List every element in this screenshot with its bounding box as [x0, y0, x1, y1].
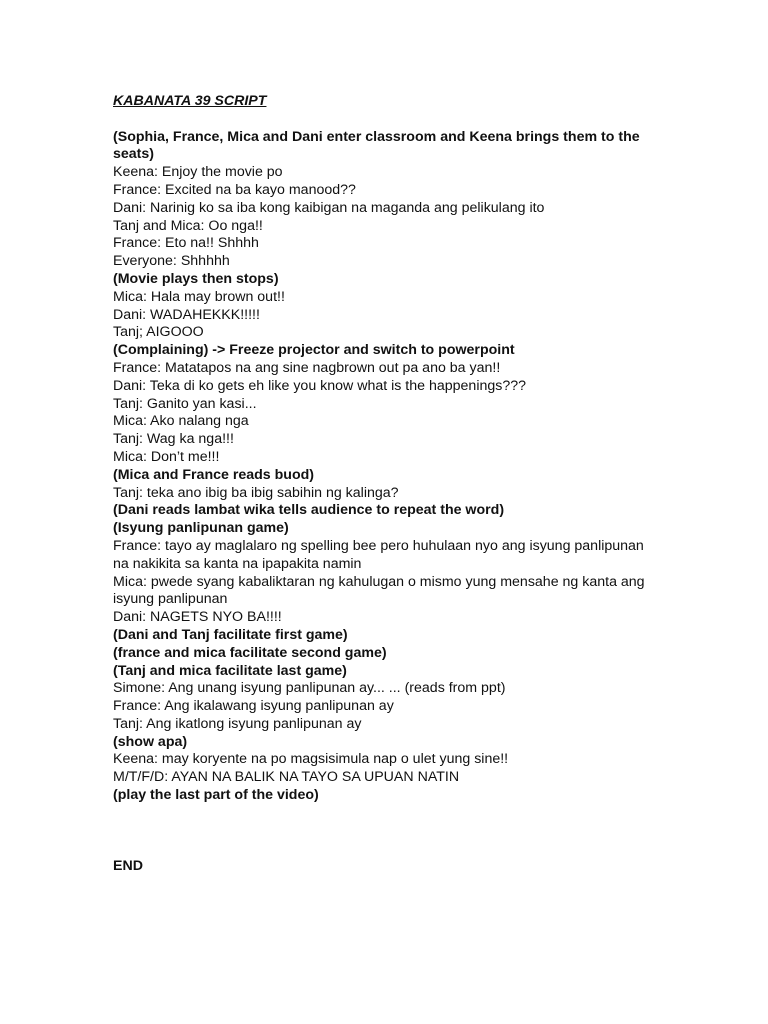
stage-direction: (Movie plays then stops) [113, 270, 279, 287]
script-title: KABANATA 39 SCRIPT [113, 93, 267, 109]
dialogue-line: France: Excited na ba kayo manood?? [113, 181, 356, 198]
stage-direction: (show apa) [113, 733, 188, 750]
dialogue-line: Everyone: Shhhhh [113, 253, 230, 270]
dialogue-line: Dani: NAGETS NYO BA!!!! [113, 609, 282, 626]
stage-direction: (Dani and Tanj facilitate first game) [113, 626, 348, 643]
dialogue-line: France: Eto na!! Shhhh [113, 235, 259, 252]
stage-direction: (Mica and France reads buod) [113, 466, 315, 483]
dialogue-line: Dani: Teka di ko gets eh like you know what is the happenings??? [113, 377, 527, 394]
dialogue-line: Mica: Don’t me!!! [113, 448, 220, 465]
script-body [113, 93, 658, 876]
dialogue-line: Mica: pwede syang kabaliktaran ng kahulugan o mismo yung mensahe ng kanta ang isyung panlipunan [113, 573, 645, 608]
dialogue-line: Tanj: Ang ikatlong isyung panlipunan ay [113, 715, 362, 732]
dialogue-line: Dani: Narinig ko sa iba kong kaibigan na maganda ang pelikulang ito [113, 199, 545, 216]
stage-direction: (Sophia, France, Mica and Dani enter classroom and Keena brings them to the seats) [113, 128, 640, 163]
dialogue-line: Keena: may koryente na po magsisimula nap o ulet yung sine!! [113, 751, 509, 768]
dialogue-line: M/T/F/D: AYAN NA BALIK NA TAYO SA UPUAN NATIN [113, 769, 460, 786]
dialogue-line: Tanj and Mica: Oo nga!! [113, 217, 263, 234]
stage-direction: (play the last part of the video) [113, 787, 319, 804]
dialogue-line: Tanj: teka ano ibig ba ibig sabihin ng kalinga? [113, 484, 399, 501]
dialogue-line: France: Matatapos na ang sine nagbrown out pa ano ba yan!! [113, 359, 501, 376]
dialogue-line: Mica: Ako nalang nga [113, 413, 249, 430]
dialogue-line: Mica: Hala may brown out!! [113, 288, 285, 305]
stage-direction: (france and mica facilitate second game) [113, 644, 387, 661]
dialogue-line: Tanj; AIGOOO [113, 324, 204, 341]
dialogue-line: Dani: WADAHEKKK!!!!! [113, 306, 260, 323]
dialogue-line: Tanj: Wag ka nga!!! [113, 431, 234, 448]
stage-direction: (Dani reads lambat wika tells audience to repeat the word) [113, 502, 505, 519]
script-lines [113, 129, 658, 805]
stage-direction: (Complaining) -> Freeze projector and switch to powerpoint [113, 342, 515, 359]
dialogue-line: Keena: Enjoy the movie po [113, 164, 283, 181]
dialogue-line: Simone: Ang unang isyung panlipunan ay... ... (reads from ppt) [113, 680, 506, 697]
stage-direction: (Isyung panlipunan game) [113, 520, 289, 537]
dialogue-line: France: tayo ay maglalaro ng spelling bee pero huhulaan nyo ang isyung panlipunan na nakikita sa kanta na ipapakita namin [113, 537, 644, 572]
dialogue-line: France: Ang ikalawang isyung panlipunan ay [113, 698, 394, 715]
dialogue-line: Tanj: Ganito yan kasi... [113, 395, 257, 412]
stage-direction: (Tanj and mica facilitate last game) [113, 662, 347, 679]
end-label: END [113, 858, 143, 875]
